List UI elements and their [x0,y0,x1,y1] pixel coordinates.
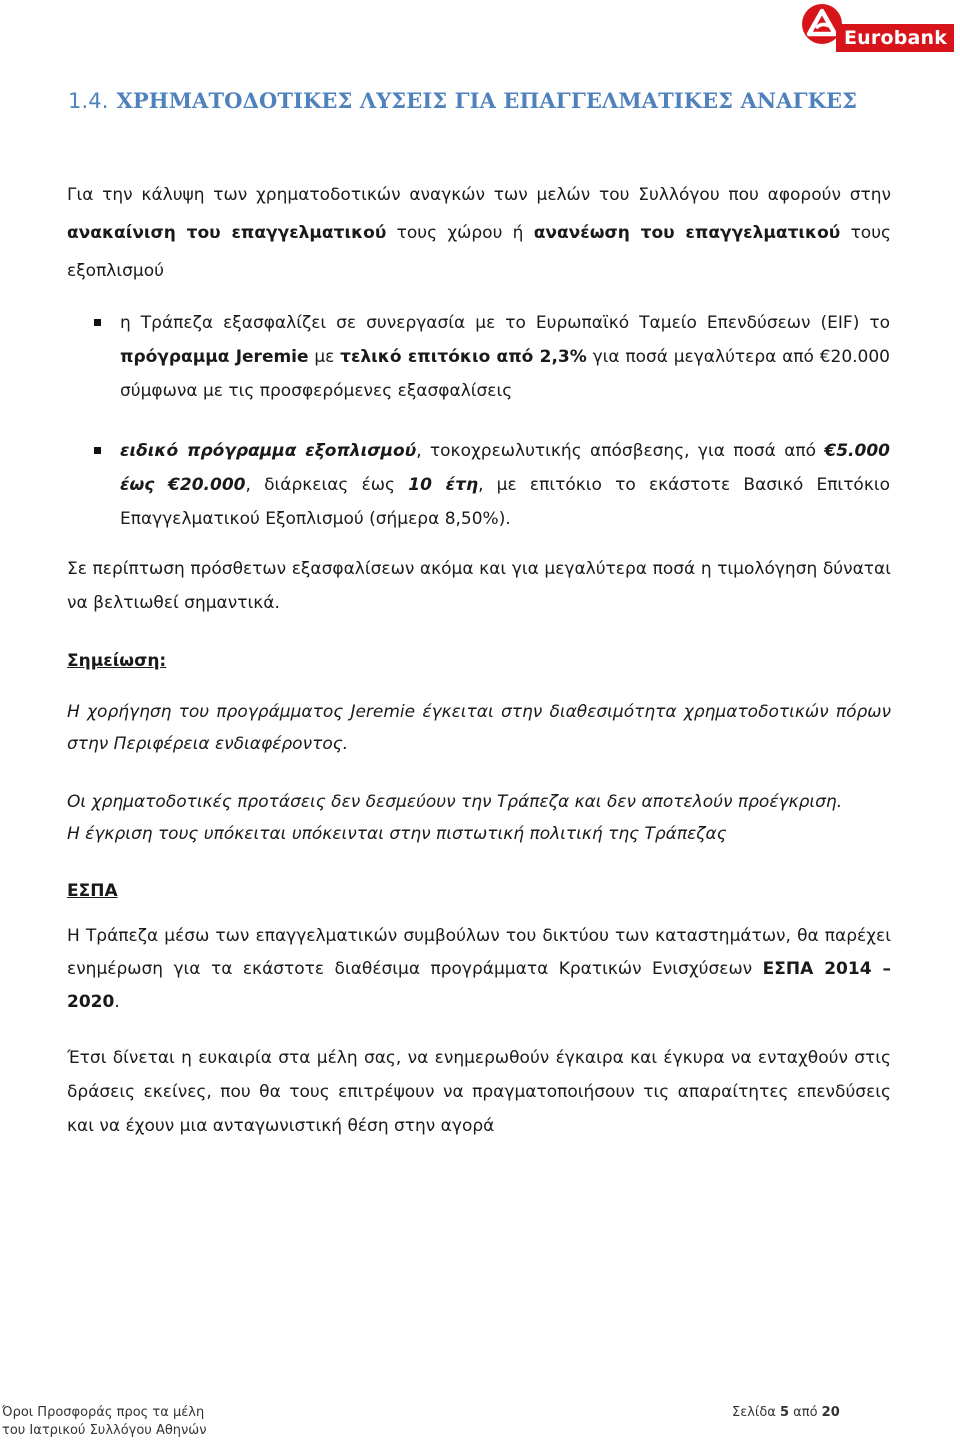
additional-collateral-paragraph: Σε περίπτωση πρόσθετων εξασφαλίσεων ακόμα και για μεγαλύτερα ποσά η τιμολόγηση δύναται να βελτιωθεί σημαντικά. [67,559,891,613]
section-title: ΧΡΗΜΑΤΟΔΟΤΙΚΕΣ ΛΥΣΕΙΣ ΓΙΑ ΕΠΑΓΓΕΛΜΑΤΙΚΕΣ ΑΝΑΓΚΕΣ [116,88,858,113]
espa-label [67,874,891,909]
bullet1-emphasis-2: τελικό επιτόκιο από 2,3% [340,347,587,367]
eurobank-logo-text: Eurobank [836,24,954,52]
bullet2-text-1: , τοκοχρεωλυτικής απόσβεσης, για ποσά από [416,441,825,461]
bullet2-emphasis-2: €5.000 έως €20.000 [120,441,890,495]
note-label-text: Σημείωση: [67,651,167,671]
bullet1-emphasis-1: πρόγραμμα Jeremie [120,347,309,367]
note-paragraph-2 [67,786,891,850]
intro-text-2: τους χώρου ή [386,223,534,243]
bullet2-text-2: , διάρκειας έως [245,475,409,495]
page-of: από [789,1405,822,1420]
footer-page-number [732,1404,840,1422]
espa-text-1: Η Τράπεζα μέσω των επαγγελματικών συμβούλων του δικτύου των καταστημάτων, θα παρέχει ενημέρωση για τα εκάστοτε διαθέσιμα προγράμματα Κρατικών Ενισχύσεων [67,926,891,979]
intro-paragraph [67,176,891,290]
intro-text-3: τους εξοπλισμού [67,223,892,281]
page-footer [0,1404,960,1440]
bullet-jeremie-text [120,306,890,408]
bullet-equipment [94,434,890,536]
page-current: 5 [780,1405,790,1420]
footer-title-line-1: Όροι Προσφοράς προς τα μέλη [2,1405,205,1420]
bullet-equipment-text [120,434,890,536]
page-prefix: Σελίδα [732,1405,780,1420]
section-heading [68,88,857,113]
eurobank-logo [802,4,954,50]
bullet-jeremie [94,306,890,408]
bullet1-text-2: με [308,347,341,367]
closing-paragraph: Έτσι δίνεται η ευκαιρία στα μέλη σας, να ενημερωθούν έγκαιρα και έγκυρα να ενταχθούν στις δράσεις εκείνες, που θα τους επιτρέψουν να πραγματοποιήσουν τις απαραίτητες επενδύσεις και να έχουν μια ανταγωνιστική θέση στην αγορά [67,1048,891,1136]
footer-document-title [2,1404,206,1440]
intro-emphasis-2: ανανέωση του επαγγελματικού [533,223,841,243]
bullet2-emphasis-1: ειδικό πρόγραμμα εξοπλισμού [120,441,417,461]
intro-text-1: Για την κάλυψη των χρηματοδοτικών αναγκών των μελών του Συλλόγου που αφορούν στην [67,185,891,205]
section-number: 1.4. [68,89,109,113]
espa-text-2: . [114,992,120,1012]
espa-label-text: ΕΣΠΑ [67,881,118,901]
intro-emphasis-1: ανακαίνιση του επαγγελματικού [67,223,387,243]
bullet-square-icon [94,319,101,326]
note-paragraph-2a: Οι χρηματοδοτικές προτάσεις δεν δεσμεύουν την Τράπεζα και δεν αποτελούν προέγκριση. [67,792,843,812]
note-paragraph-2b: Η έγκριση τους υπόκειται υπόκεινται στην πιστωτική πολιτική της Τράπεζας [67,824,727,844]
bullet2-emphasis-3: 10 έτη [408,475,479,495]
bullet-square-icon [94,447,101,454]
bullet1-text-3: για ποσά μεγαλύτερα από €20.000 σύμφωνα με τις προσφερόμενες εξασφαλίσεις [120,347,890,401]
espa-paragraph [67,920,891,1019]
espa-emphasis: ΕΣΠΑ 2014 – 2020 [67,959,891,1012]
page-total: 20 [821,1405,840,1420]
footer-title-line-2: του Ιατρικού Συλλόγου Αθηνών [2,1423,207,1438]
note-label [67,644,891,679]
bullet1-text-1: η Τράπεζα εξασφαλίζει σε συνεργασία με το Ευρωπαϊκό Ταμείο Επενδύσεων (EIF) το [120,313,890,333]
bullet2-text-3: , με επιτόκιο το εκάστοτε Βασικό Επιτόκιο Επαγγελματικού Εξοπλισμού (σήμερα 8,50%). [120,475,890,529]
note-paragraph-1: Η χορήγηση του προγράμματος Jeremie έγκειται στην διαθεσιμότητα χρηματοδοτικών πόρων στην Περιφέρεια ενδιαφέροντος. [67,702,891,754]
